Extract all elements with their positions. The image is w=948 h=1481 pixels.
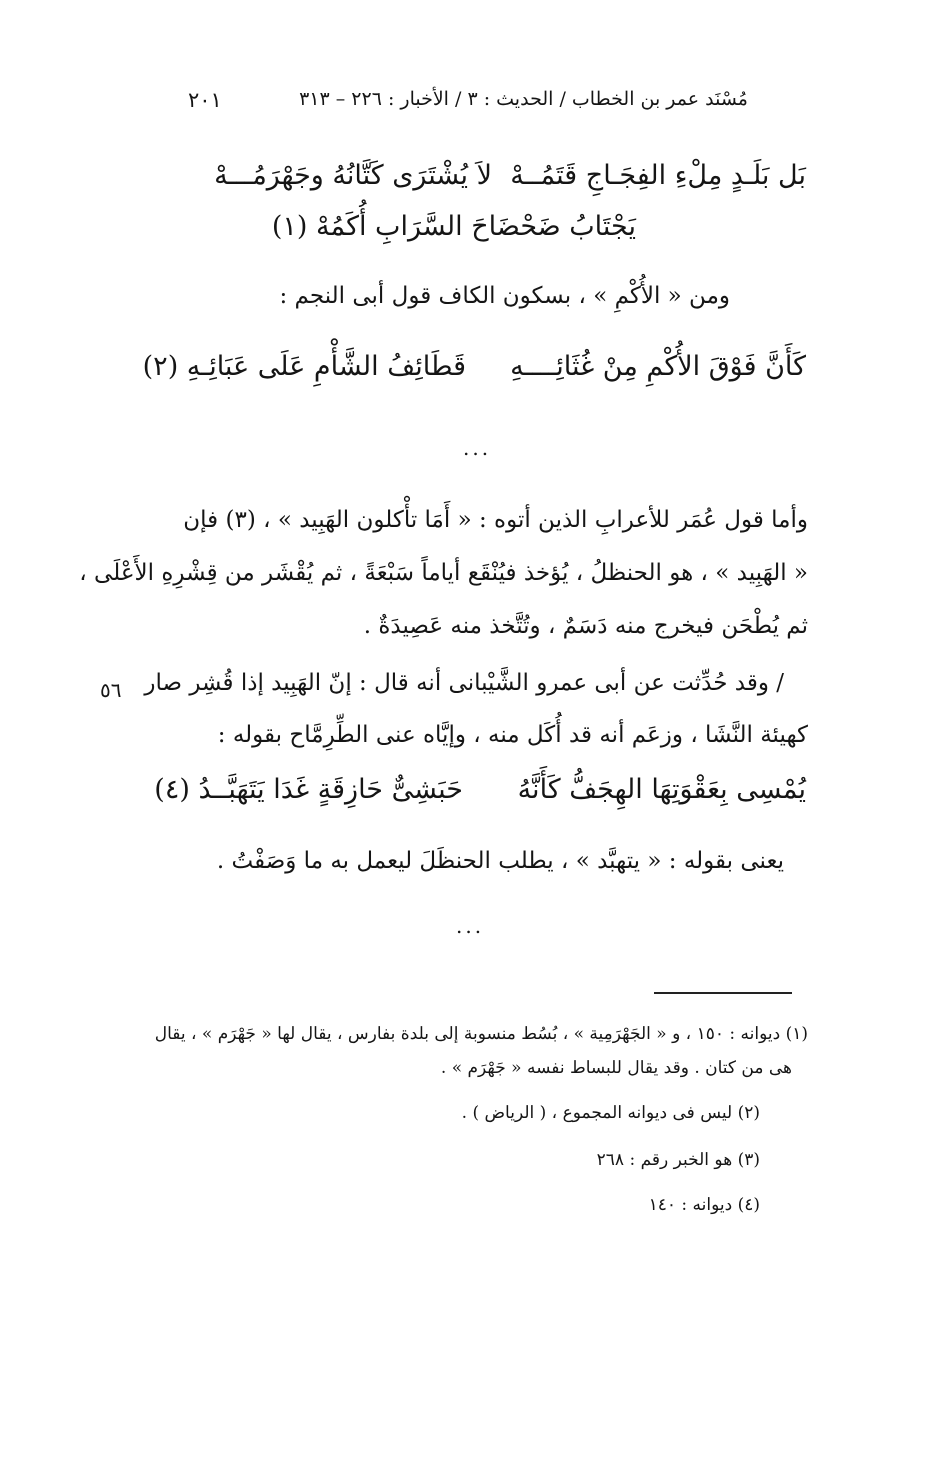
footnote-2: (٢) ليس فى ديوانه المجموع ، ( الرياض ) . (461, 1103, 760, 1123)
section-separator-2: ... (456, 914, 485, 938)
verse3-hemistich-left: حَبَشِىٌّ حَازِقَةٍ غَدَا يَتَهَبَّــدُ (٤) (154, 774, 463, 805)
verse1-hemistich-right: بَل بَلَـدٍ مِلْءِ الفِجَـاجِ قَتَمُــهْ (510, 160, 806, 191)
section-separator: ... (463, 436, 492, 460)
verse1-hemistich-left: لاَ يُشْتَرَى كَتَّانُهُ وجَهْرَمُـــهْ (214, 160, 492, 191)
running-header: مُسْنَد عمر بن الخطاب / الحديث : ٣ / الأخبار : ٢٢٦ – ٣١٣ (299, 88, 748, 110)
verse2-hemistich-right: كَأَنَّ فَوْقَ الأُكْمِ مِنْ غُثَائِــــهِ (510, 351, 806, 382)
para2-line2: كهيئة النَّشَا ، وزعَم أنه قد أُكَل منه ، وإيَّاه عنى الطِّرِمَّاح بقوله : (217, 722, 808, 748)
verse2-intro: ومن « الأُكْمِ » ، بسكون الكاف قول أبى النجم : (279, 283, 730, 309)
para1-line2: « الهَبِيد » ، هو الحنظلُ ، يُؤخذ فيُنْقَع أياماً سَبْعَةً ، ثم يُقْشَر من قِشْرِهِ الأَعْلَى ، (79, 560, 808, 586)
footnote-1-line1: (١) ديوانه : ١٥٠ ، و « الجَهْرَمِية » ، بُسُط منسوبة إلى بلدة بفارس ، يقال لها « جَهْرَم » ، يقال (154, 1024, 808, 1044)
footnote-4: (٤) ديوانه : ١٤٠ (648, 1195, 760, 1215)
footnote-3: (٣) هو الخبر رقم : ٢٦٨ (596, 1150, 760, 1170)
footnote-1-line2: هى من كتان . وقد يقال للبساط نفسه « جَهْرَم » . (440, 1058, 792, 1078)
verse3-hemistich-right: يُمْسِى بِعَقْوَتِهَا الهِجَفُّ كَأَنَّهُ (517, 774, 806, 805)
verse1-line2: يَجْتَابُ ضَحْضَاحَ السَّرَابِ أُكَمُهْ (١) (271, 211, 636, 242)
para2-line1: / وقد حُدِّثت عن أبى عمرو الشَّيْبانى أنه قال : إنّ الهَبِيد إذا قُشِر صار (144, 670, 784, 696)
margin-number: ٥٦ (100, 678, 122, 702)
page-number: ٢٠١ (188, 88, 222, 112)
explanation-line: يعنى بقوله : « يتهبَّد » ، يطلب الحنظَلَ ليعمل به ما وَصَفْتُ . (216, 848, 784, 874)
footnote-rule (654, 992, 792, 994)
verse2-hemistich-left: قَطَائِفُ الشَّأْمِ عَلَى عَبَائِـهِ (٢) (142, 351, 466, 382)
para1-line3: ثم يُطْحَن فيخرج منه دَسَمٌ ، وتُتَّخذ منه عَصِيدَةٌ . (363, 613, 808, 639)
para1-line1: وأما قول عُمَر للأعرابِ الذين أتوه : « أَمَا تأْكلون الهَبِيد » ، (٣) فإن (183, 507, 808, 533)
